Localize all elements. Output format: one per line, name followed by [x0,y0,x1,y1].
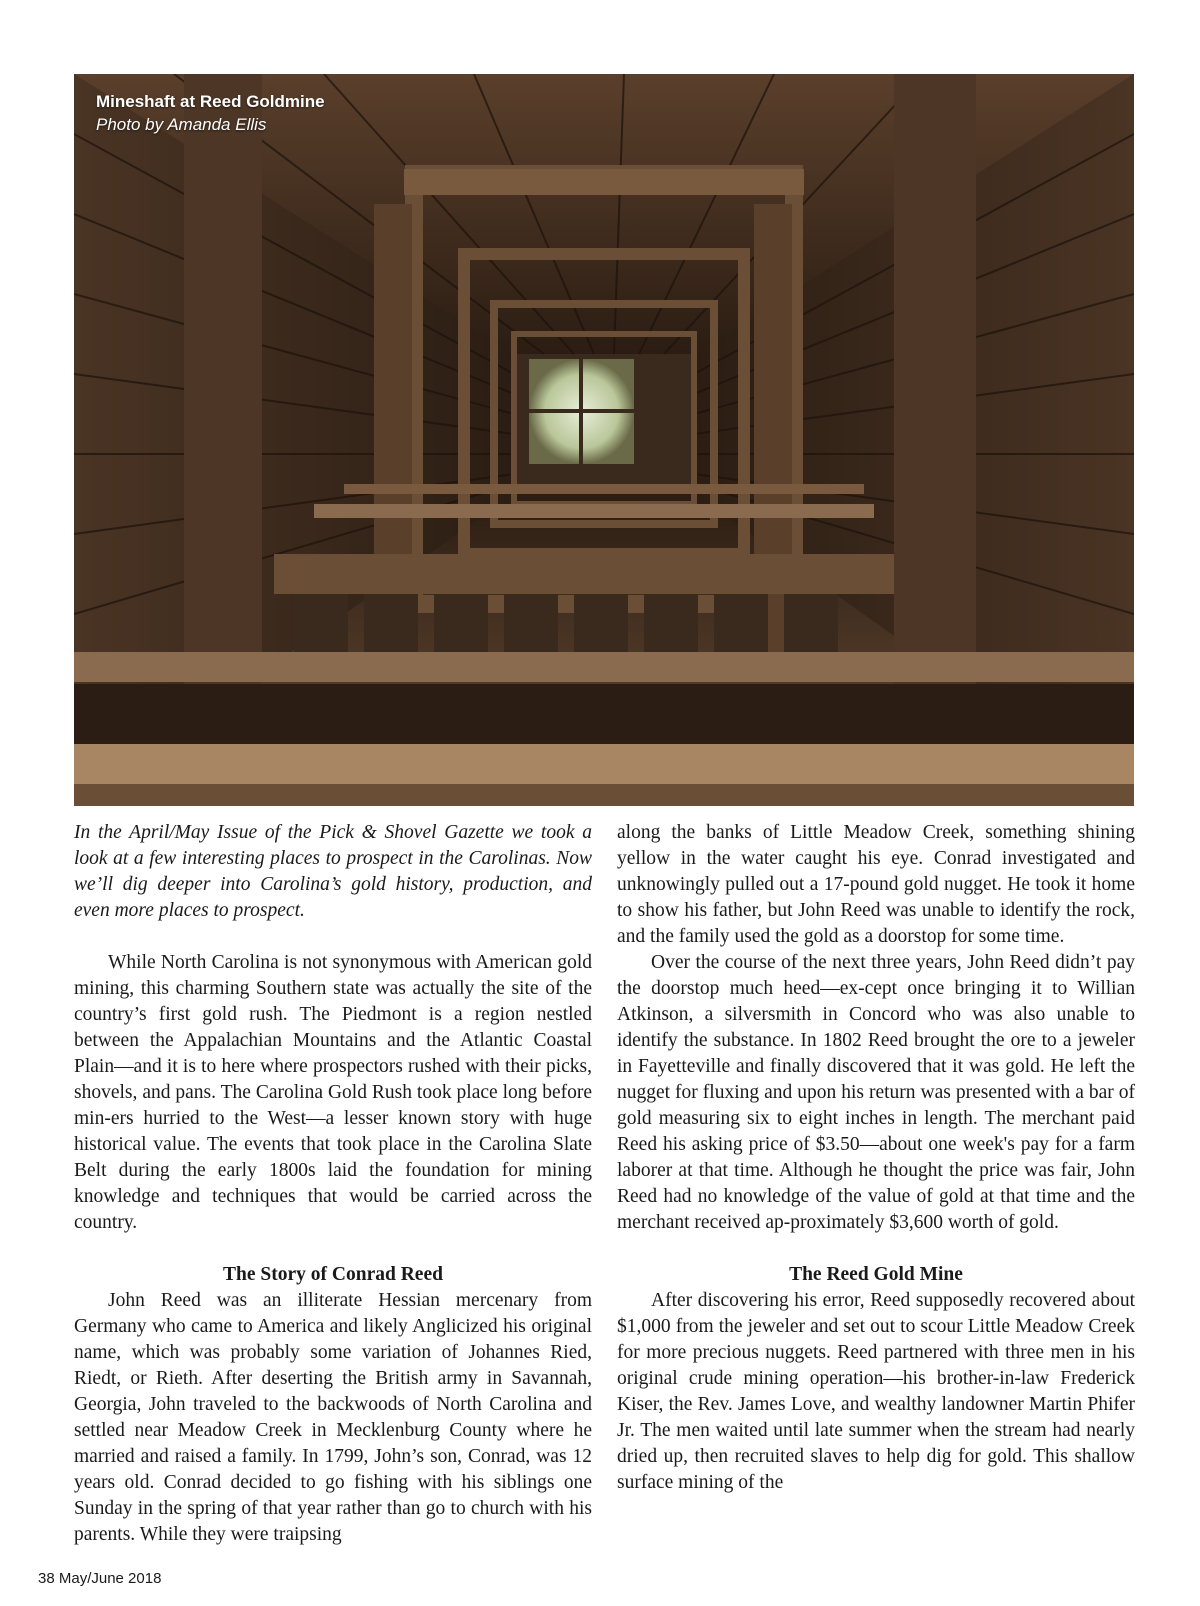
left-column [74,820,592,1548]
section-heading-conrad-reed: The Story of Conrad Reed [223,1264,443,1285]
body-paragraph: After discovering his error, Reed supposedly recovered about $1,000 from the jeweler and set out to scour Little Meadow Creek for more precious nuggets. Reed partnered with three men in his original crude mining operation—his brother-in-law Frederick Kiser, the Rev. James Love, and wealthy landowner Martin Phifer Jr. The men waited until late summer when the stream had nearly dried up, then recruited slaves to help dig for gold. This shallow surface mining of the [617,1290,1135,1493]
page-folio: 38 May/June 2018 [38,1570,162,1587]
photo-caption [96,90,325,136]
body-paragraph: along the banks of Little Meadow Creek, something shining yellow in the water caught his eye. Conrad investigated and unknowingly pulled out a 17-pound gold nugget. He took it home to show his father, but John Reed was unable to identify the rock, and the family used the gold as a doorstop for some time. [617,822,1135,947]
right-column [617,820,1135,1496]
body-paragraph: John Reed was an illiterate Hessian mercenary from Germany who came to America and likely Anglicized his original name, which was probably some variation of Johannes Ried, Riedt, or Rieth. After deserting the British army in Savannah, Georgia, John traveled to the backwoods of North Carolina and settled near Meadow Creek in Mecklenburg County where he married and raised a family. In 1799, John’s son, Conrad, was 12 years old. Conrad decided to go fishing with his siblings one Sunday in the spring of that year rather than go to church with his parents. While they were traipsing [74,1290,592,1545]
body-paragraph: While North Carolina is not synonymous with American gold mining, this charming Southern state was actually the site of the country’s first gold rush. The Piedmont is a region nestled between the Appalachian Mountains and the Atlantic Coastal Plain—and it is to here where prospectors rushed with their picks, shovels, and pans. The Carolina Gold Rush took place long before min-ers hurried to the West—a lesser known story with huge historical value. The events that took place in the Carolina Slate Belt during the early 1800s laid the foundation for mining knowledge and techniques that would be carried across the country. [74,952,592,1233]
mineshaft-photo [74,74,1134,806]
mineshaft-illustration [74,74,1134,806]
body-paragraph: Over the course of the next three years, John Reed didn’t pay the doorstop much heed—ex-cept once bringing it to Willian Atkinson, a silversmith in Concord who was also unable to identify the substance. In 1802 Reed brought the ore to a jeweler in Fayetteville and finally discovered that it was gold. He left the nugget for fluxing and upon his return was presented with a bar of gold measuring six to eight inches in length. The merchant paid Reed his asking price of $3.50—about one week's pay for a farm laborer at that time. Although he thought the price was fair, John Reed had no knowledge of the value of gold at that time and the merchant received ap-proximately $3,600 worth of gold. [617,952,1135,1233]
section-heading-reed-gold-mine: The Reed Gold Mine [789,1264,963,1285]
intro-paragraph: In the April/May Issue of the Pick & Shovel Gazette we took a look at a few interesting places to prospect in the Carolinas. Now we’ll dig deeper into Carolina’s gold history, production, and even more places to prospect. [74,822,592,921]
photo-title: Mineshaft at Reed Goldmine [96,92,325,111]
photo-credit: Photo by Amanda Ellis [96,115,267,134]
